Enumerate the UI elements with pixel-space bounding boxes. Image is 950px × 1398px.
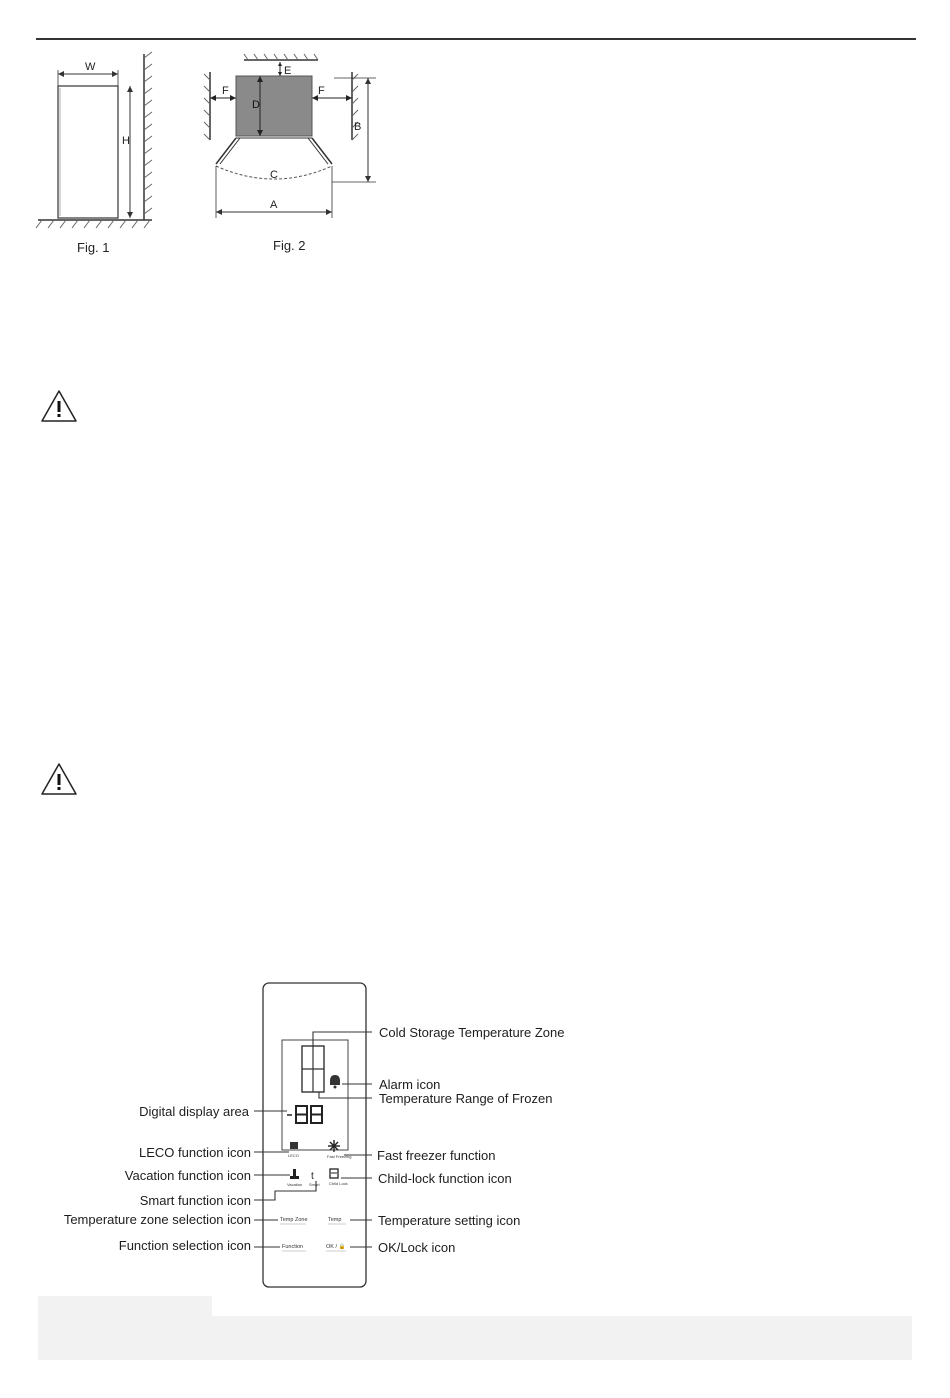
fig2-b-label: B xyxy=(354,121,362,133)
fig2-d-label: D xyxy=(252,99,260,111)
label-temp-zone-selection: Temperature zone selection icon xyxy=(63,1212,251,1227)
fig2-a-label: A xyxy=(270,199,278,211)
footer-tab xyxy=(38,1296,212,1318)
temp-button: Temp xyxy=(328,1217,342,1223)
svg-text:t: t xyxy=(311,1171,314,1182)
label-leco: LECO function icon xyxy=(138,1145,251,1160)
svg-text:Child Lock: Child Lock xyxy=(329,1181,348,1186)
fig1-h-label: H xyxy=(122,135,130,147)
svg-text:Smart: Smart xyxy=(309,1182,320,1187)
svg-text:Vacation: Vacation xyxy=(287,1182,303,1187)
label-fast-freezer: Fast freezer function xyxy=(377,1148,496,1163)
fig2-c-label: C xyxy=(270,169,278,181)
warning-triangle-icon xyxy=(40,762,78,796)
warning-triangle-icon xyxy=(40,389,78,423)
figure-2-drawing xyxy=(200,52,385,227)
label-ok-lock: OK/Lock icon xyxy=(378,1240,456,1255)
header-rule xyxy=(36,38,916,40)
footer-band xyxy=(38,1316,912,1360)
label-digital-display: Digital display area xyxy=(139,1104,249,1119)
label-alarm-icon: Alarm icon xyxy=(379,1077,441,1092)
label-child-lock: Child-lock function icon xyxy=(378,1171,512,1186)
fig2-f-left-label: F xyxy=(222,85,229,97)
svg-text:LECO: LECO xyxy=(288,1153,299,1158)
label-smart: Smart function icon xyxy=(139,1193,251,1208)
function-button: Function xyxy=(282,1244,304,1250)
label-vacation: Vacation function icon xyxy=(124,1168,251,1183)
figure-1-drawing xyxy=(30,48,170,258)
fig1-w-label: W xyxy=(85,61,96,73)
ok-lock-button: OK / 🔒 xyxy=(326,1244,346,1250)
label-frozen-range: Temperature Range of Frozen xyxy=(379,1091,553,1106)
label-temp-setting: Temperature setting icon xyxy=(378,1213,521,1228)
fast-small-label: Fast Freezing xyxy=(327,1154,352,1159)
label-function-selection: Function selection icon xyxy=(118,1238,251,1253)
fig2-f-right-label: F xyxy=(318,85,325,97)
fig2-e-label: E xyxy=(284,65,292,77)
fig2-caption: Fig. 2 xyxy=(273,238,306,253)
label-cold-storage-zone: Cold Storage Temperature Zone xyxy=(379,1025,565,1040)
fig1-caption: Fig. 1 xyxy=(77,240,110,255)
temp-zone-button: Temp Zone xyxy=(280,1217,308,1223)
